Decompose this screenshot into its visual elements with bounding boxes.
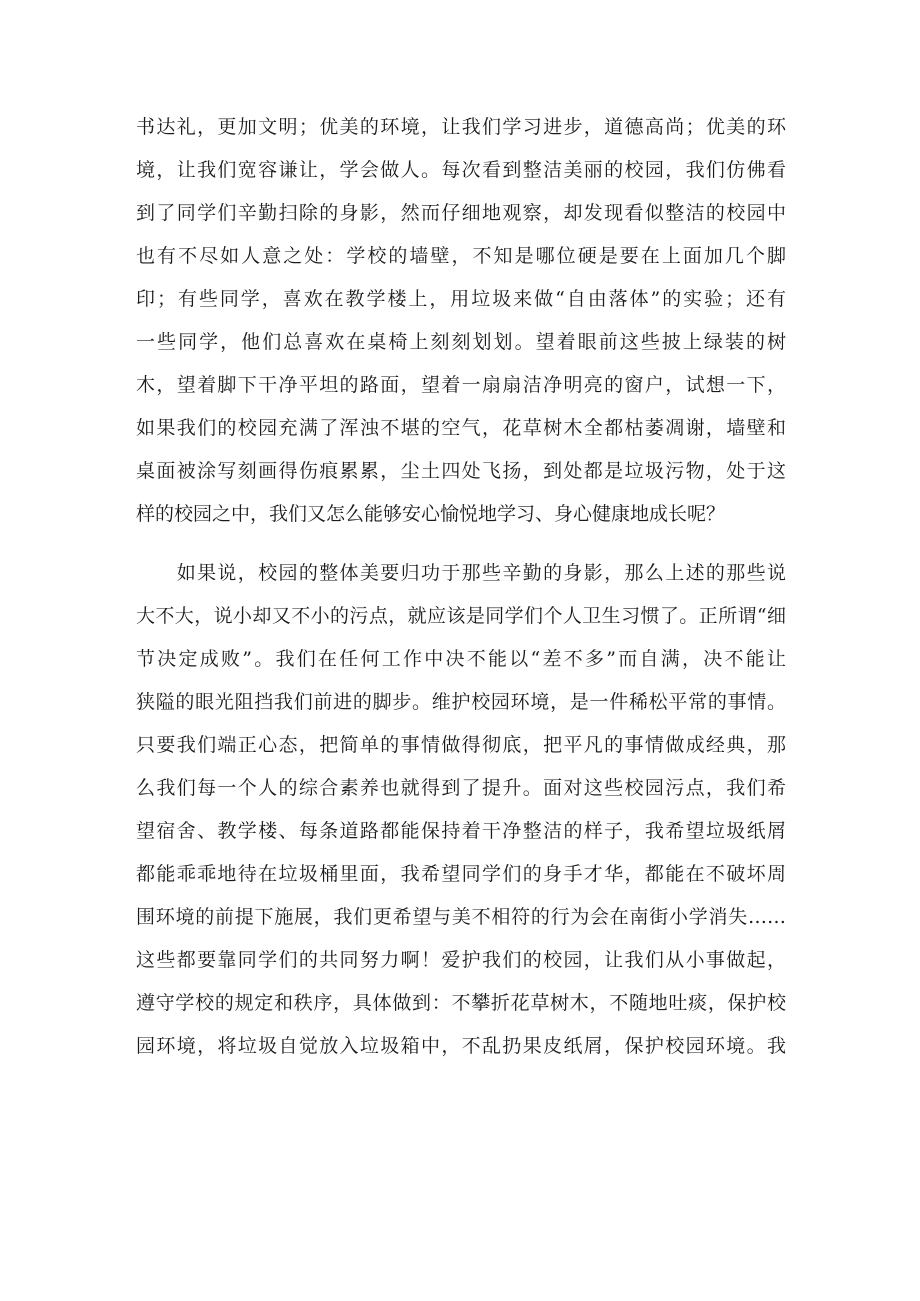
document-body (136, 106, 786, 1068)
text-line: 望宿舍、教学楼、每条道路都能保持着干净整洁的样子，我希望垃圾纸屑 (136, 820, 786, 842)
paragraph-gap (136, 536, 786, 552)
text-line: 园环境，将垃圾自觉放入垃圾箱中，不乱扔果皮纸屑，保护校园环境。我 (136, 1035, 786, 1057)
text-line: 节决定成败”。我们在任何工作中决不能以“差不多”而自满，决不能让 (136, 648, 786, 670)
text-line: 遵守学校的规定和秩序，具体做到：不攀折花草树木，不随地吐痰，保护校 (136, 992, 786, 1014)
text-line: 如果我们的校园充满了浑浊不堪的空气，花草树木全都枯萎凋谢，墙壁和 (136, 417, 786, 439)
text-line: 印；有些同学，喜欢在教学楼上，用垃圾来做“自由落体”的实验；还有 (136, 288, 786, 310)
text-line: 到了同学们辛勤扫除的身影，然而仔细地观察，却发现看似整洁的校园中 (136, 202, 786, 224)
text-line: 木，望着脚下干净平坦的路面，望着一扇扇洁净明亮的窗户，试想一下， (136, 374, 786, 396)
text-line: 都能乖乖地待在垃圾桶里面，我希望同学们的身手才华，都能在不破坏周 (136, 863, 786, 885)
text-line: 狭隘的眼光阻挡我们前进的脚步。维护校园环境，是一件稀松平常的事情。 (136, 691, 786, 713)
text-line: 只要我们端正心态，把简单的事情做得彻底，把平凡的事情做成经典，那 (136, 734, 786, 756)
text-line: 桌面被涂写刻画得伤痕累累，尘土四处飞扬，到处都是垃圾污物，处于这 (136, 460, 786, 482)
text-line: 境，让我们宽容谦让，学会做人。每次看到整洁美丽的校园，我们仿佛看 (136, 159, 786, 181)
text-line: 大不大，说小却又不小的污点，就应该是同学们个人卫生习惯了。正所谓“细 (136, 605, 786, 627)
text-line: 么我们每一个人的综合素养也就得到了提升。面对这些校园污点，我们希 (136, 777, 786, 799)
text-line: 也有不尽如人意之处：学校的墙壁，不知是哪位硬是要在上面加几个脚 (136, 245, 786, 267)
paragraph-2 (136, 552, 786, 1068)
text-line: 这些都要靠同学们的共同努力啊！爱护我们的校园，让我们从小事做起， (136, 949, 786, 971)
text-line: 一些同学，他们总喜欢在桌椅上刻刻划划。望着眼前这些披上绿装的树 (136, 331, 786, 353)
text-line: 围环境的前提下施展，我们更希望与美不相符的行为会在南街小学消失…… (136, 906, 786, 928)
text-line: 如果说，校园的整体美要归功于那些辛勤的身影，那么上述的那些说 (136, 562, 786, 584)
paragraph-1 (136, 106, 786, 536)
text-line: 书达礼，更加文明；优美的环境，让我们学习进步，道德高尚；优美的环 (136, 116, 786, 138)
text-line: 样的校园之中，我们又怎么能够安心愉悦地学习、身心健康地成长呢？ (136, 503, 726, 525)
